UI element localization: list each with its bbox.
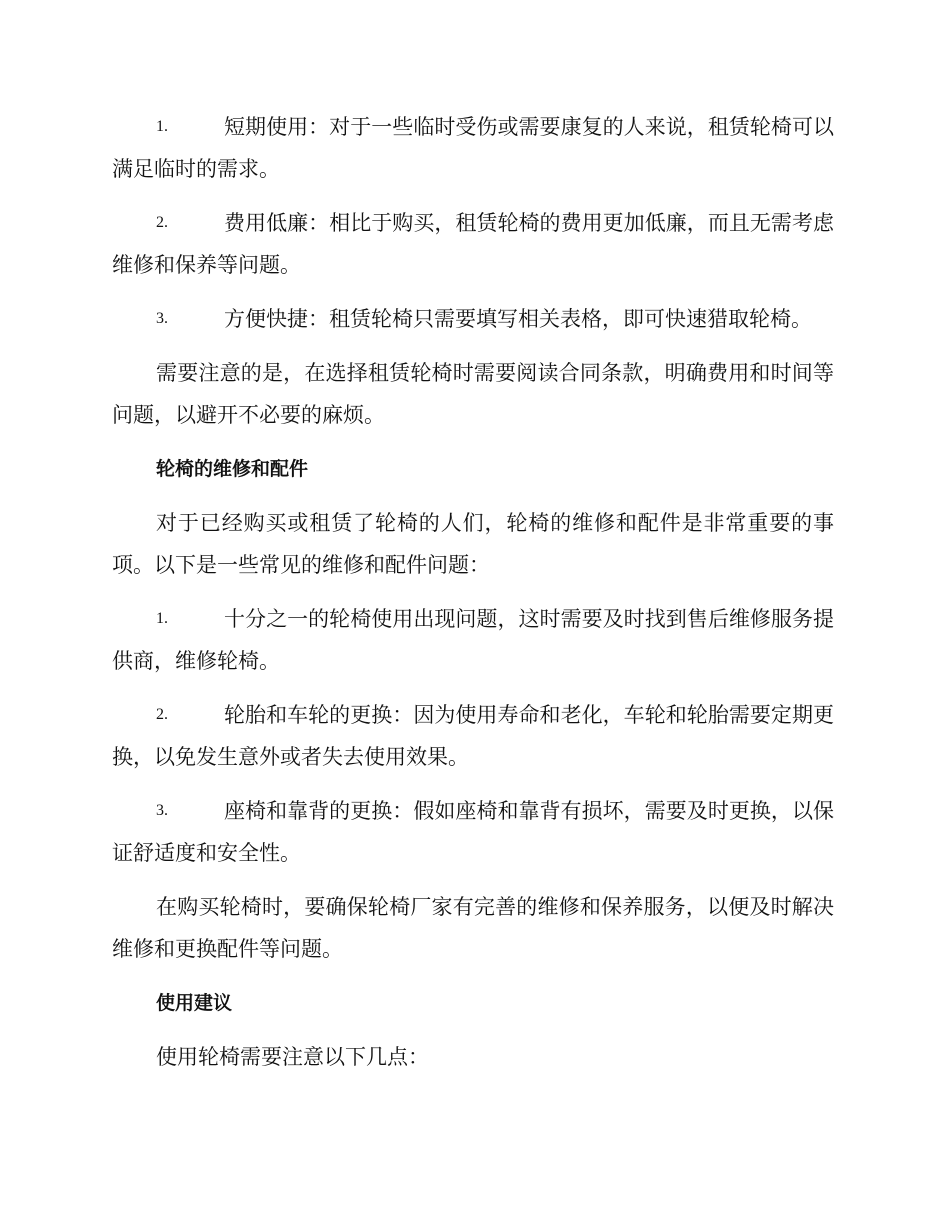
list-number: 1.: [156, 610, 168, 627]
document-page: [112, 106, 834, 1090]
list-item-text: 方便快捷：租赁轮椅只需要填写相关表格，即可快速猎取轮椅。: [224, 307, 812, 331]
list-item: [112, 790, 834, 874]
list-item: [112, 694, 834, 778]
list-item: [112, 106, 834, 190]
list-number: 2.: [156, 706, 168, 723]
list-item-text: 短期使用：对于一些临时受伤或需要康复的人来说，租赁轮椅可以满足临时的需求。: [112, 115, 834, 181]
repair-note-paragraph: 在购买轮椅时，要确保轮椅厂家有完善的维修和保养服务，以便及时解决维修和更换配件等问题。: [112, 895, 834, 961]
list-number: 3.: [156, 802, 168, 819]
list-number: 2.: [156, 214, 168, 231]
repair-intro-paragraph: 对于已经购买或租赁了轮椅的人们，轮椅的维修和配件是非常重要的事项。以下是一些常见的维修和配件问题：: [112, 511, 834, 577]
list-item: [112, 202, 834, 286]
usage-intro-paragraph: 使用轮椅需要注意以下几点：: [156, 1045, 429, 1069]
list-item-text: 十分之一的轮椅使用出现问题，这时需要及时找到售后维修服务提供商，维修轮椅。: [112, 607, 834, 673]
list-item-text: 轮胎和车轮的更换：因为使用寿命和老化，车轮和轮胎需要定期更换，以免发生意外或者失去使用效果。: [112, 703, 834, 769]
list-item: [112, 298, 834, 340]
list-number: 3.: [156, 310, 168, 327]
list-item: [112, 598, 834, 682]
list-item-text: 费用低廉：相比于购买，租赁轮椅的费用更加低廉，而且无需考虑维修和保养等问题。: [112, 211, 834, 277]
list-item-text: 座椅和靠背的更换：假如座椅和靠背有损坏，需要及时更换，以保证舒适度和安全性。: [112, 799, 834, 865]
section-heading-usage: 使用建议: [156, 992, 233, 1014]
rental-note-paragraph: 需要注意的是，在选择租赁轮椅时需要阅读合同条款，明确费用和时间等问题，以避开不必要的麻烦。: [112, 361, 834, 427]
list-number: 1.: [156, 118, 168, 135]
section-heading-repair: 轮椅的维修和配件: [156, 458, 309, 480]
